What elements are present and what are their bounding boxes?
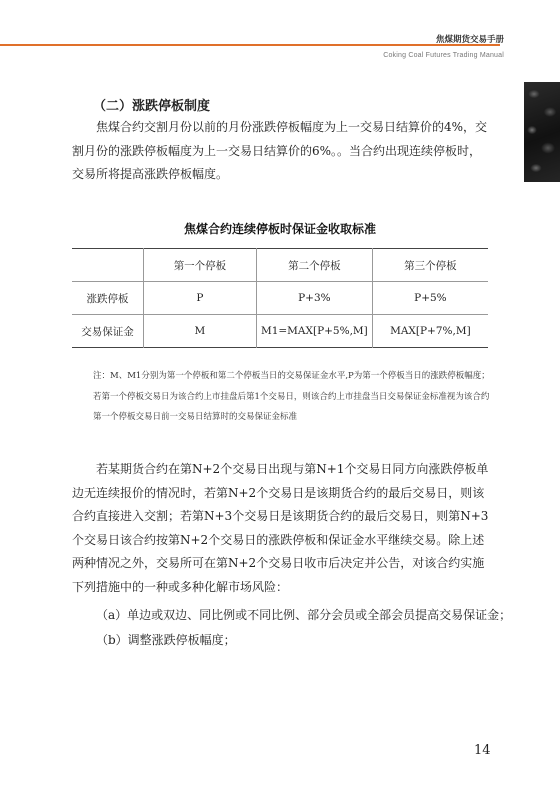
coal-image-tab: [524, 82, 560, 182]
table-note: 注：M、M1分别为第一个停板和第二个停板当日的交易保证金水平,P为第一个停板当日的涨跌停板幅度；若第一个停板交易日为该合约上市挂盘后第1个交易日，则该合约上市挂盘当日交易保证金标准视为该合约第一个停板交易日前一交易日结算时的交易保证金标准: [93, 371, 490, 422]
table-cell: M1=MAX[P+5%,M]: [256, 315, 372, 348]
table-cell: P: [143, 282, 256, 315]
table-cell: MAX[P+7%,M]: [372, 315, 488, 348]
table-row: [72, 282, 488, 315]
header-title-cn: 焦煤期货交易手册: [435, 35, 504, 45]
table-header-cell: 第三个停板: [372, 249, 488, 282]
header-rule: [0, 44, 500, 46]
section-title: （二）涨跌停板制度: [93, 99, 211, 114]
paragraph-consecutive-limit: 若某期货合约在第N+2个交易日出现与第N+1个交易日同方向涨跌停板单边无连续报价的情况时，若第N+2个交易日是该期货合约的最后交易日，则该合约直接进入交割；若第N+3个交易日是该期货合约的最后交易日，则第N+3个交易日该合约按第N+2个交易日的涨跌停板和保证金水平继续交易。除上述两种情况之外，交易所可在第N+2个交易日收市后决定并公告，对该合约实施下列措施中的一种或多种化解市场风险：: [72, 462, 489, 594]
paragraph-limit-rules: 焦煤合约交割月份以前的月份涨跌停板幅度为上一交易日结算价的4%，交割月份的涨跌停板幅度为上一交易日结算价的6%。。当合约出现连续停板时，交易所将提高涨跌停板幅度。: [72, 120, 488, 181]
table-header-cell: 第一个停板: [143, 249, 256, 282]
measure-item-b: （b）调整涨跌停板幅度；: [96, 633, 236, 647]
margin-standard-table: [72, 248, 488, 348]
table-cell: P+5%: [372, 282, 488, 315]
table-title: 焦煤合约连续停板时保证金收取标准: [183, 222, 376, 236]
header-title-en: Coking Coal Futures Trading Manual: [383, 52, 504, 59]
measure-item-a: （a）单边或双边、同比例或不同比例、部分会员或全部会员提高交易保证金；: [96, 608, 512, 622]
table-header-row: [72, 249, 488, 282]
table-header-cell: 第二个停板: [256, 249, 372, 282]
table-row: [72, 315, 488, 348]
page-number: 14: [474, 743, 491, 758]
table-cell: M: [143, 315, 256, 348]
table-cell: 涨跌停板: [72, 282, 143, 315]
table-header-cell: [72, 249, 143, 282]
table-cell: P+3%: [256, 282, 372, 315]
table-cell: 交易保证金: [81, 325, 134, 338]
